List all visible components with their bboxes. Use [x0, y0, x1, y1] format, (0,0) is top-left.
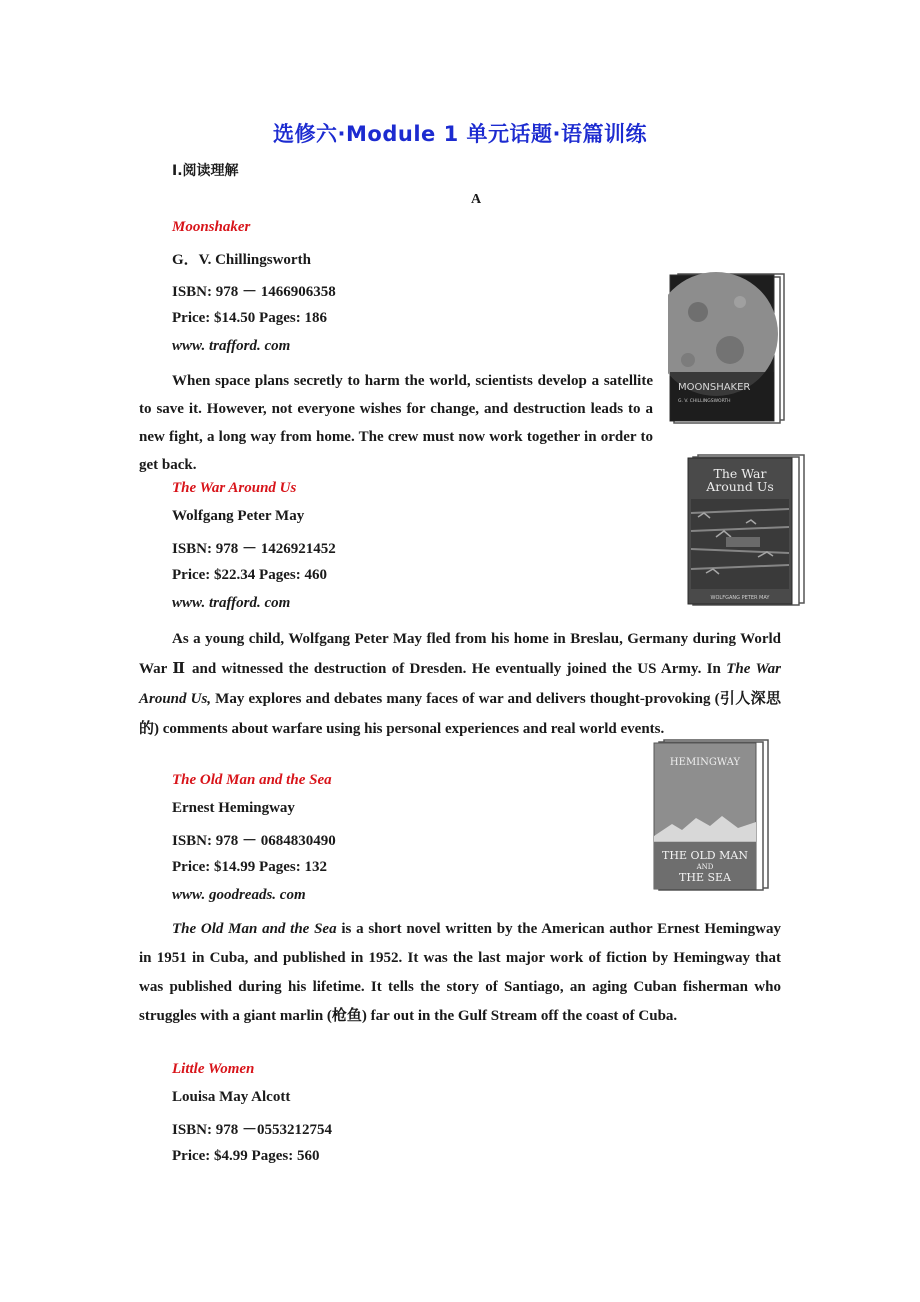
- book-author: G．V. Chillingsworth: [172, 252, 311, 268]
- book-isbn: ISBN: 978 － 0684830490: [172, 833, 336, 849]
- cover-title: MOONSHAKER: [678, 382, 751, 393]
- cover-title-line1: THE OLD MAN: [662, 849, 748, 862]
- book-title-war-around-us: The War Around Us: [172, 480, 297, 496]
- moonshaker-cover-image: [668, 272, 788, 424]
- book-description: The Old Man and the Sea is a short novel written by the American author Ernest Hemingway in 1951 in Cuba, and published in 1952. It was the last major work of fiction by Hemingway that was published during his lifetime. It tells the story of Santiago, an aging Cuban fisherman who struggles with a giant marlin (枪鱼) far out in the Gulf Stream off the coast of Cuba.: [139, 921, 781, 1024]
- book-url: www. trafford. com: [172, 338, 291, 354]
- book-price: Price: $14.50 Pages: 186: [172, 310, 327, 326]
- book-author: Louisa May Alcott: [172, 1089, 291, 1105]
- section-label: Ⅰ.阅读理解: [172, 163, 239, 179]
- book-description: As a young child, Wolfgang Peter May fled from his home in Breslau, Germany during World War Ⅱ and witnessed the destruction of Dresden. He eventually joined the US Army. In The War Around Us, May explores and debates many faces of war and delivers thought-provoking (引人深思的) comments about warfare using his personal experiences and real world events.: [139, 631, 782, 737]
- book-price: Price: $14.99 Pages: 132: [172, 859, 327, 875]
- book-title-little-women: Little Women: [172, 1061, 255, 1077]
- book-isbn: ISBN: 978 － 1426921452: [172, 541, 336, 557]
- passage-letter: A: [470, 192, 482, 207]
- book-url: www. trafford. com: [172, 595, 291, 611]
- book-price: Price: $4.99 Pages: 560: [172, 1148, 320, 1164]
- book-price: Price: $22.34 Pages: 460: [172, 567, 327, 583]
- cover-author: HEMINGWAY: [669, 757, 741, 768]
- book-description: When space plans secretly to harm the world, scientists develop a satellite to save it. However, not everyone wishes for change, and destruction leads to a new fight, a long way from home. The crew must now work together in order to get back.: [139, 373, 653, 473]
- book-author: Ernest Hemingway: [172, 800, 295, 816]
- war-around-us-cover-image: [686, 453, 808, 607]
- cover-title-line3: THE SEA: [679, 871, 731, 884]
- book-url: www. goodreads. com: [172, 887, 306, 903]
- cover-author: G. V. CHILLINGSWORTH: [678, 399, 731, 404]
- book-author: Wolfgang Peter May: [172, 508, 305, 524]
- cover-title-line2: AND: [696, 863, 714, 871]
- old-man-and-the-sea-cover-image: [652, 738, 772, 892]
- cover-author: WOLFGANG PETER MAY: [710, 595, 770, 601]
- cover-title-line1: The War: [713, 466, 767, 481]
- cover-title-line2: Around Us: [706, 479, 774, 494]
- book-title-old-man-and-the-sea: The Old Man and the Sea: [172, 772, 332, 788]
- page-title: 选修六·Module 1 单元话题·语篇训练: [273, 122, 647, 146]
- book-title-moonshaker: Moonshaker: [172, 219, 251, 235]
- book-isbn: ISBN: 978 － 1466906358: [172, 284, 336, 300]
- book-isbn: ISBN: 978 －0553212754: [172, 1122, 333, 1138]
